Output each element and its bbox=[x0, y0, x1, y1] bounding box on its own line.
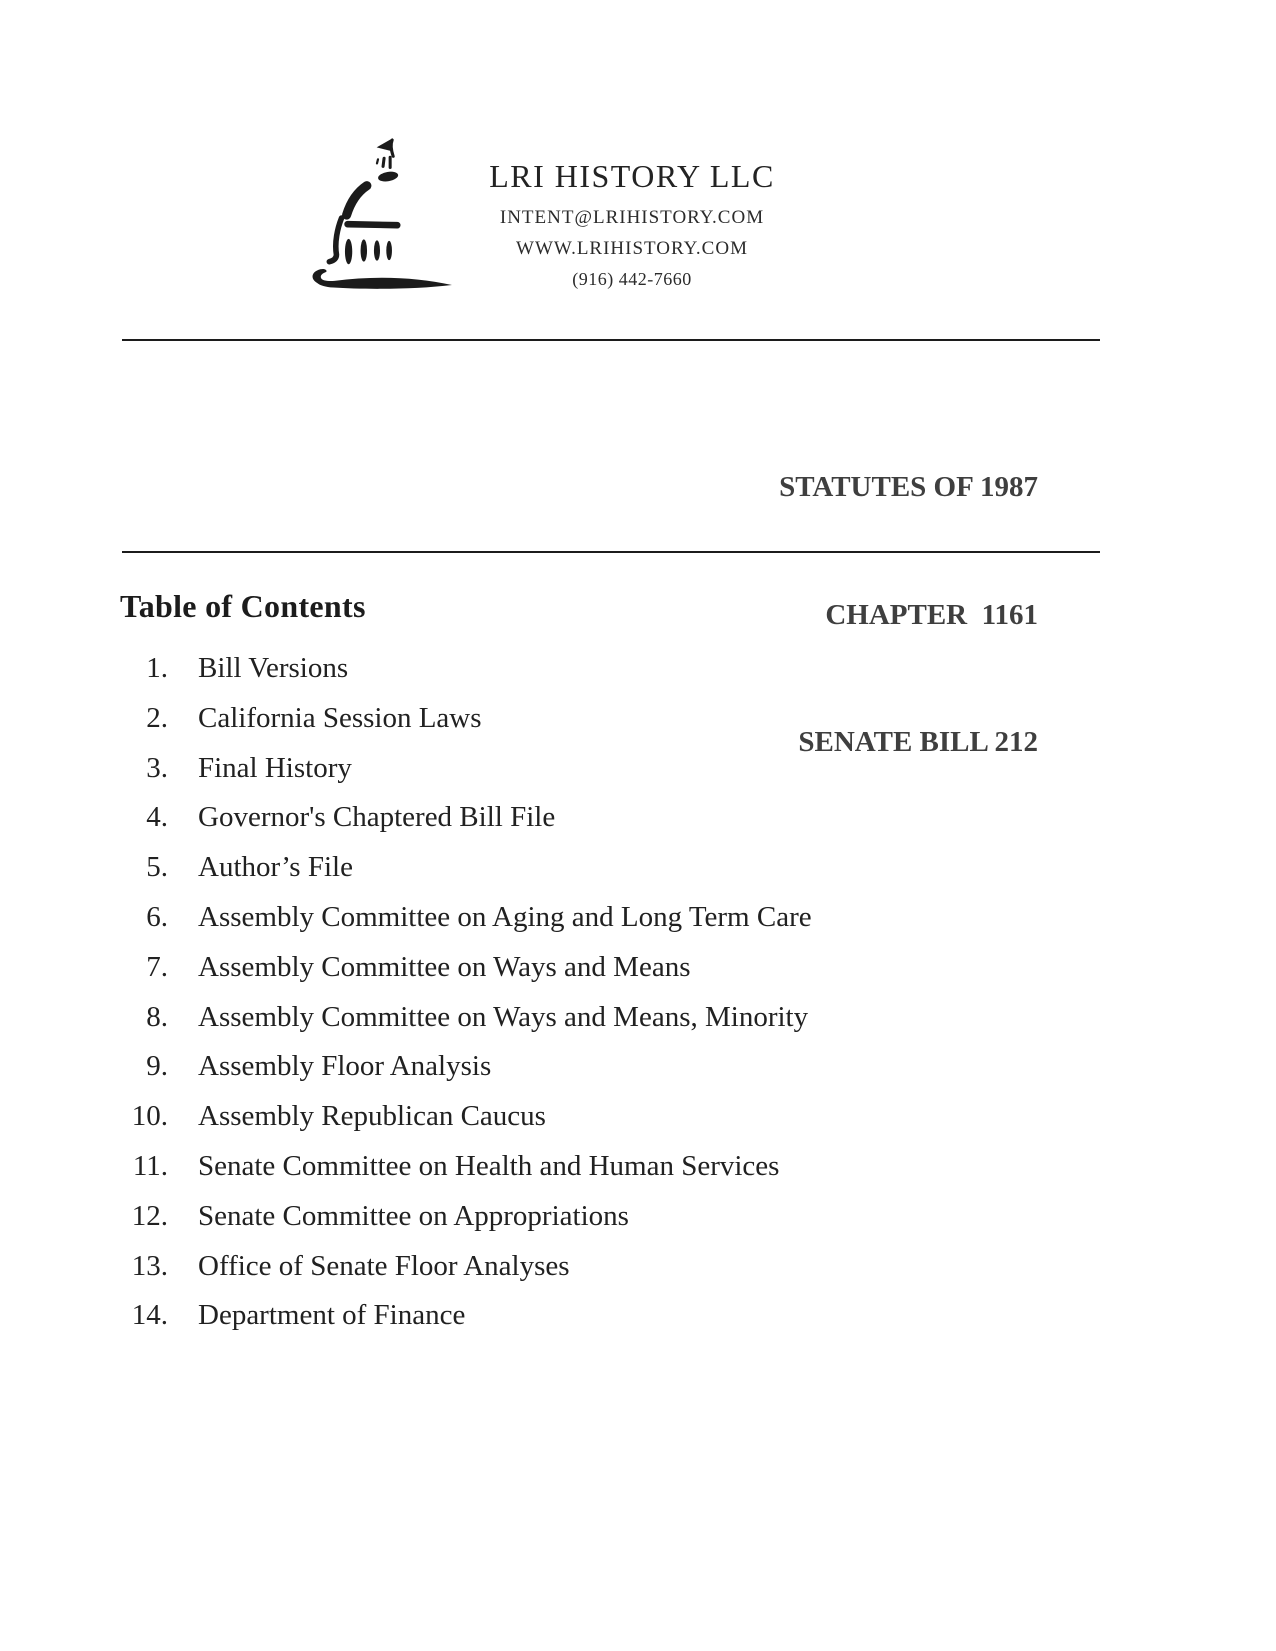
toc-item bbox=[120, 793, 812, 843]
toc-item-label: Final History bbox=[198, 751, 352, 784]
toc-item-label: California Session Laws bbox=[198, 701, 482, 734]
toc-heading: Table of Contents bbox=[120, 588, 366, 624]
toc-item-label: Assembly Republican Caucus bbox=[198, 1100, 546, 1133]
toc-item-number: 6. bbox=[146, 900, 168, 933]
toc-item bbox=[120, 694, 812, 744]
toc-item bbox=[120, 1192, 812, 1242]
toc-item bbox=[120, 1291, 812, 1341]
toc-item-label: Senate Committee on Appropriations bbox=[198, 1199, 629, 1232]
chapter-line: CHAPTER 1161 bbox=[825, 598, 1038, 631]
toc-item-label: Assembly Committee on Ways and Means, Minority bbox=[198, 1000, 809, 1033]
toc-item-number: 12. bbox=[131, 1199, 168, 1232]
toc-item-label: Bill Versions bbox=[198, 652, 349, 684]
toc-item bbox=[120, 644, 812, 694]
toc-item bbox=[120, 1242, 812, 1292]
senate-bill-line: SENATE BILL 212 bbox=[798, 726, 1038, 758]
toc-item-label: Assembly Committee on Aging and Long Term Care bbox=[198, 900, 812, 933]
toc-item bbox=[120, 1142, 812, 1192]
toc-item-number: 2. bbox=[146, 701, 168, 734]
divider-top bbox=[122, 339, 1100, 341]
company-name: LRI HISTORY LLC bbox=[489, 158, 775, 194]
bill-title-block bbox=[779, 381, 1038, 849]
toc-item bbox=[120, 943, 812, 993]
toc-item-label: Department of Finance bbox=[198, 1299, 466, 1332]
company-phone: (916) 442-7660 bbox=[572, 269, 692, 289]
toc-item bbox=[120, 1042, 812, 1092]
toc-item-label: Office of Senate Floor Analyses bbox=[198, 1249, 570, 1282]
toc-item-number: 4. bbox=[146, 801, 168, 834]
toc-item-number: 3. bbox=[146, 751, 168, 784]
toc-item-label: Author’s File bbox=[198, 851, 353, 884]
divider-bottom bbox=[122, 551, 1100, 553]
toc-item bbox=[120, 843, 812, 893]
toc-item-number: 1. bbox=[146, 652, 168, 684]
toc-item-label: Senate Committee on Health and Human Services bbox=[198, 1149, 780, 1182]
company-email: INTENT@LRIHISTORY.COM bbox=[499, 207, 765, 228]
toc-item-label: Assembly Floor Analysis bbox=[198, 1050, 492, 1083]
toc-item-number: 9. bbox=[146, 1050, 168, 1083]
toc-item-number: 13. bbox=[131, 1249, 168, 1282]
toc-item-label: Governor's Chaptered Bill File bbox=[198, 801, 556, 834]
toc-item-number: 11. bbox=[132, 1149, 168, 1182]
company-website: WWW.LRIHISTORY.COM bbox=[516, 238, 748, 259]
statutes-line: STATUTES OF 1987 bbox=[779, 471, 1038, 503]
toc-item-number: 10. bbox=[131, 1100, 168, 1133]
toc-item-number: 8. bbox=[146, 1000, 168, 1033]
toc-item-label: Assembly Committee on Ways and Means bbox=[198, 950, 691, 983]
toc-item bbox=[120, 893, 812, 943]
toc-list bbox=[120, 644, 812, 1341]
toc-item bbox=[120, 993, 812, 1043]
toc-item bbox=[120, 744, 812, 794]
toc-item bbox=[120, 1092, 812, 1142]
toc-item-number: 5. bbox=[146, 851, 168, 884]
toc-item-number: 14. bbox=[131, 1299, 168, 1332]
toc-item-number: 7. bbox=[146, 950, 168, 983]
